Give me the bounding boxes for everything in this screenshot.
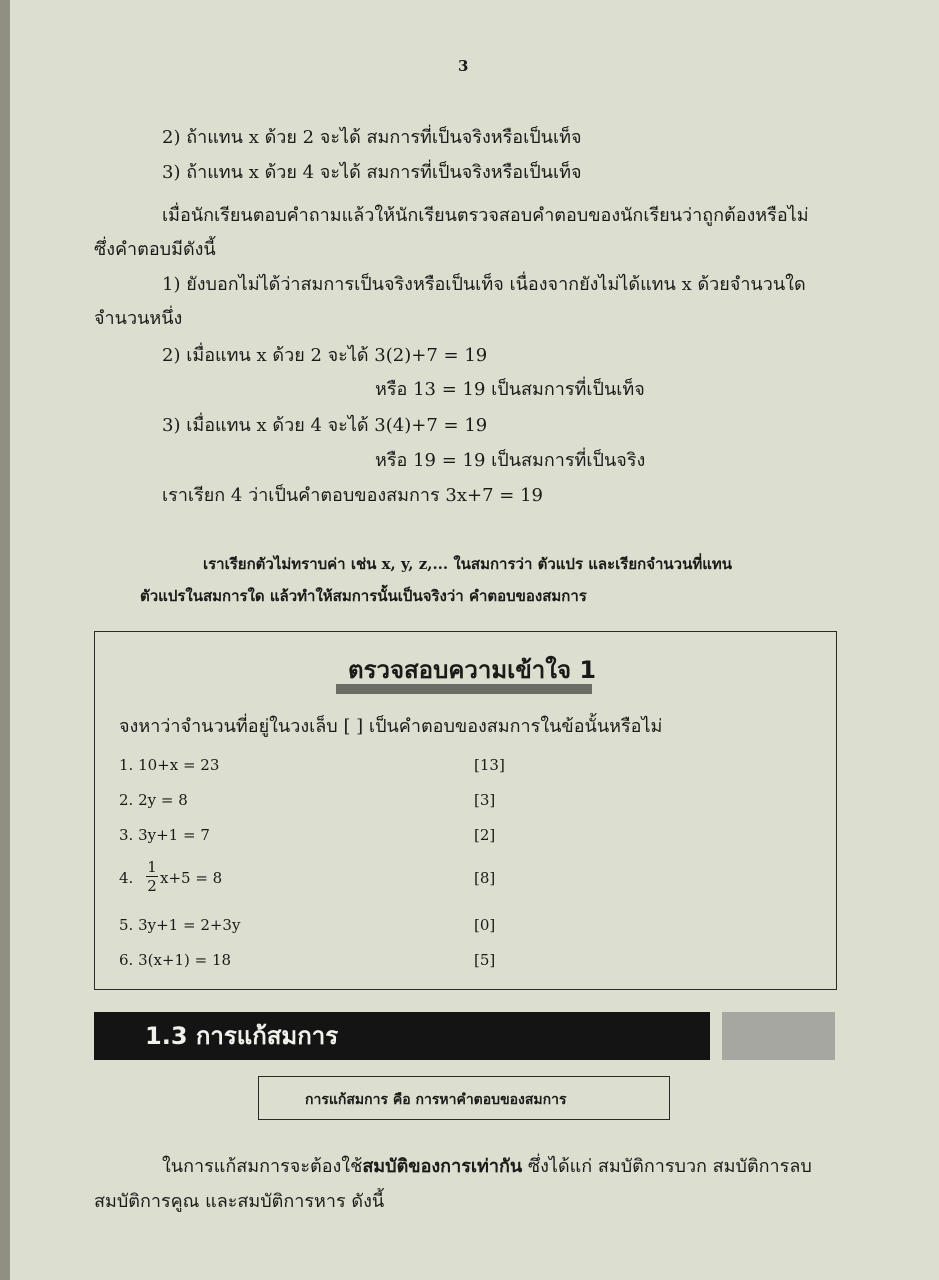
exercise-4-answer: [8]	[474, 869, 496, 887]
paragraph-1-line-2: ซึ่งคำตอบมีดังนี้	[94, 239, 216, 260]
check-box-title: ตรวจสอบความเข้าใจ 1	[348, 656, 597, 684]
section-header-accent	[722, 1012, 835, 1060]
final-paragraph-line-2: สมบัติการคูณ และสมบัติการหาร ดังนี้	[94, 1191, 385, 1212]
section-title: 1.3 การแก้สมการ	[145, 1022, 339, 1050]
fraction-numerator: 1	[147, 858, 157, 876]
solving-definition-text: การแก้สมการ คือ การหาคำตอบของสมการ	[305, 1092, 567, 1108]
exercise-4-equation: x+5 = 8	[160, 869, 223, 887]
answer-3-line-2: หรือ 19 = 19 เป็นสมการที่เป็นจริง	[375, 450, 646, 471]
definition-line-1: เราเรียกตัวไม่ทราบค่า เช่น x, y, z,... ในสมการว่า ตัวแปร และเรียกจำนวนที่แทน	[203, 555, 733, 573]
title-underbar	[336, 684, 592, 694]
final-paragraph-part-c: ซึ่งได้แก่ สมบัติการบวก สมบัติการลบ	[522, 1156, 812, 1177]
fraction-denominator: 2	[147, 877, 157, 895]
page-edge-shadow	[0, 0, 10, 1280]
exercise-1-equation: 1. 10+x = 23	[119, 756, 220, 774]
exercise-3-equation: 3. 3y+1 = 7	[119, 826, 210, 844]
answer-2-line-2: หรือ 13 = 19 เป็นสมการที่เป็นเท็จ	[375, 379, 645, 400]
definition-line-2: ตัวแปรในสมการใด แล้วทำให้สมการนั้นเป็นจริงว่า คำตอบของสมการ	[140, 587, 587, 605]
exercise-6-answer: [5]	[474, 951, 496, 969]
exercise-1-answer: [13]	[474, 756, 505, 774]
conclusion-line: เราเรียก 4 ว่าเป็นคำตอบของสมการ 3x+7 = 19	[162, 485, 543, 506]
equality-properties-bold: สมบัติของการเท่ากัน	[362, 1156, 523, 1177]
exercise-3-answer: [2]	[474, 826, 496, 844]
exercise-2-answer: [3]	[474, 791, 496, 809]
exercise-5-equation: 5. 3y+1 = 2+3y	[119, 916, 241, 934]
check-box-instruction: จงหาว่าจำนวนที่อยู่ในวงเล็บ [ ] เป็นคำตอบของสมการในข้อนั้นหรือไม่	[119, 716, 663, 737]
exercise-2-equation: 2. 2y = 8	[119, 791, 188, 809]
answer-2-line-1: 2) เมื่อแทน x ด้วย 2 จะได้ 3(2)+7 = 19	[162, 345, 488, 366]
paragraph-1-line-1: เมื่อนักเรียนตอบคำถามแล้วให้นักเรียนตรวจสอบคำตอบของนักเรียนว่าถูกต้องหรือไม่	[162, 205, 809, 226]
exercise-4-number: 4.	[119, 869, 134, 887]
intro-line-3: 3) ถ้าแทน x ด้วย 4 จะได้ สมการที่เป็นจริงหรือเป็นเท็จ	[162, 162, 582, 183]
exercise-6-equation: 6. 3(x+1) = 18	[119, 951, 232, 969]
final-paragraph-part-a: ในการแก้สมการจะต้องใช้	[162, 1156, 363, 1177]
intro-line-2: 2) ถ้าแทน x ด้วย 2 จะได้ สมการที่เป็นจริงหรือเป็นเท็จ	[162, 127, 582, 148]
answer-3-line-1: 3) เมื่อแทน x ด้วย 4 จะได้ 3(4)+7 = 19	[162, 415, 488, 436]
exercise-4-fraction	[146, 858, 158, 895]
exercise-5-answer: [0]	[474, 916, 496, 934]
answer-1-line-2: จำนวนหนึ่ง	[94, 308, 183, 329]
answer-1-line-1: 1) ยังบอกไม่ได้ว่าสมการเป็นจริงหรือเป็นเท็จ เนื่องจากยังไม่ได้แทน x ด้วยจำนวนใด	[162, 274, 806, 295]
page-number: 3	[458, 57, 469, 75]
final-paragraph-line-1	[162, 1155, 812, 1179]
